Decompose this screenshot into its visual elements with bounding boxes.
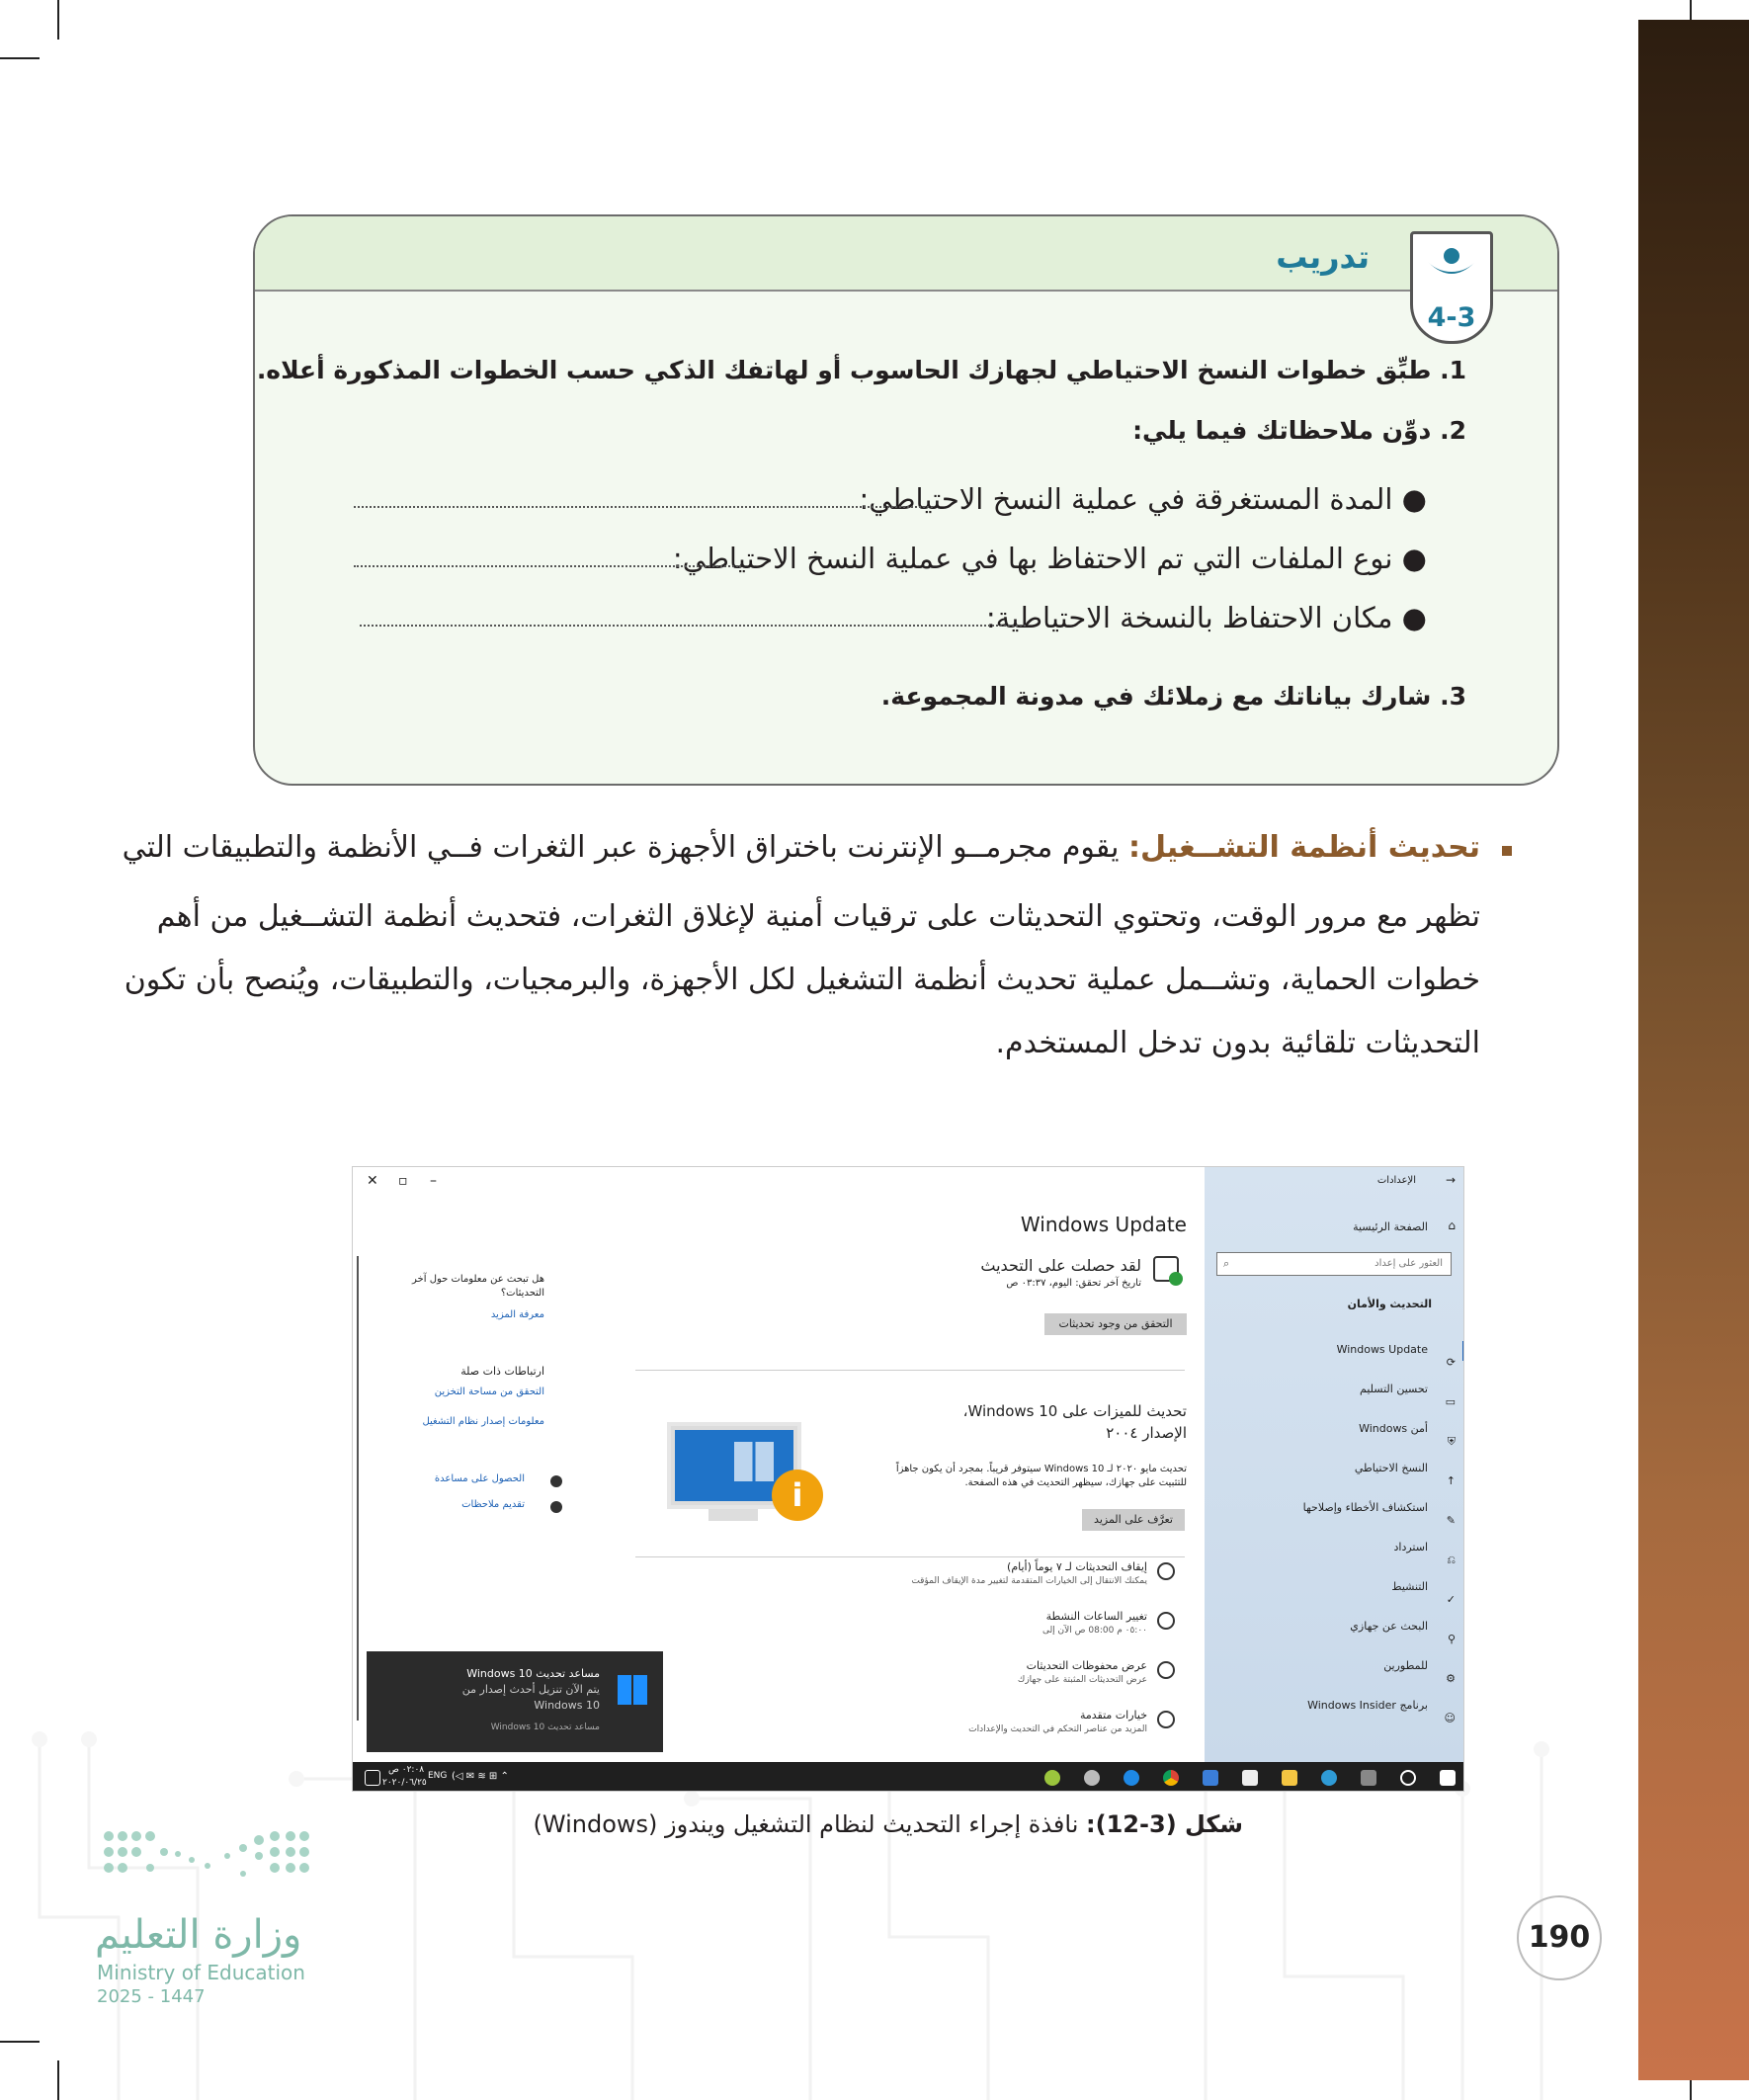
step-number: 2. bbox=[1440, 416, 1466, 445]
step-number: 3. bbox=[1440, 682, 1466, 711]
windows-logo-icon bbox=[618, 1675, 647, 1705]
step-text: طبِّق خطوات النسخ الاحتياطي لجهازك الحاسوب أو لهاتفك الذكي حسب الخطوات المذكورة أعلاه. bbox=[256, 356, 1432, 384]
sidebar-item-developers[interactable]: للمطورين bbox=[1383, 1659, 1428, 1672]
home-icon[interactable]: ⌂ bbox=[1448, 1218, 1456, 1232]
feature-update-title: تحديث للميزات على Windows 10، bbox=[962, 1402, 1187, 1420]
person-icon bbox=[1424, 242, 1479, 292]
section-heading: التحديث والأمان bbox=[1347, 1298, 1432, 1310]
content-divider bbox=[357, 1256, 359, 1721]
paragraph-bullet bbox=[1502, 846, 1512, 856]
toast-title: مساعد تحديث Windows 10 bbox=[466, 1667, 600, 1680]
store-icon[interactable] bbox=[1242, 1770, 1258, 1786]
sidebar-item-insider[interactable]: برنامج Windows Insider bbox=[1307, 1699, 1428, 1712]
toast-line: Windows 10 bbox=[534, 1699, 600, 1712]
related-links-heading: ارتباطات ذات صلة bbox=[460, 1365, 544, 1378]
mail-icon[interactable] bbox=[1203, 1770, 1218, 1786]
start-icon[interactable] bbox=[1440, 1770, 1456, 1786]
maximize-icon[interactable]: ▫ bbox=[398, 1173, 408, 1189]
step-text: دوِّن ملاحظاتك فيما يلي: bbox=[1132, 416, 1432, 445]
bullet-text: نوع الملفات التي تم الاحتفاظ بها في عملية النسخ الاحتياطي: bbox=[672, 542, 1393, 575]
answer-line[interactable] bbox=[360, 625, 1026, 627]
get-help-link[interactable]: الحصول على مساعدة bbox=[434, 1473, 525, 1484]
pause-icon bbox=[1157, 1562, 1175, 1580]
caption-label: شكل (3-12): bbox=[1086, 1810, 1243, 1838]
option-subtitle: عرض التحديثات المثبتة على جهازك bbox=[1017, 1675, 1147, 1685]
sidebar-item-troubleshoot[interactable]: استكشاف الأخطاء وإصلاحها bbox=[1302, 1501, 1428, 1514]
bullet-text: المدة المستغرقة في عملية النسخ الاحتياطي: bbox=[859, 482, 1393, 516]
update-assistant-toast[interactable] bbox=[367, 1651, 663, 1752]
settings-sidebar bbox=[1205, 1167, 1464, 1762]
windows-logo-icon bbox=[734, 1442, 774, 1481]
step-number: 1. bbox=[1440, 356, 1466, 384]
feedback-link[interactable]: تقديم ملاحظات bbox=[461, 1499, 525, 1510]
note-bullet: ● مكان الاحتفاظ بالنسخة الاحتياطية: bbox=[985, 601, 1427, 634]
folder-icon[interactable] bbox=[1282, 1770, 1297, 1786]
back-arrow-icon[interactable]: → bbox=[1445, 1173, 1456, 1187]
sidebar-item-backup[interactable]: النسخ الاحتياطي bbox=[1354, 1462, 1428, 1474]
answer-line[interactable] bbox=[354, 506, 933, 508]
exercise-step bbox=[257, 356, 1466, 384]
section-divider bbox=[635, 1370, 1185, 1371]
window-title: Windows Update bbox=[1020, 1213, 1187, 1236]
crop-mark bbox=[0, 57, 40, 59]
windows-update-screenshot bbox=[352, 1166, 1464, 1792]
option-subtitle: يمكنك الانتقال إلى الخيارات المتقدمة لتغيير مدة الإيقاف المؤقت bbox=[911, 1576, 1147, 1586]
taskbar bbox=[353, 1762, 1464, 1792]
close-icon[interactable]: ✕ bbox=[367, 1173, 378, 1189]
help-icon bbox=[550, 1475, 562, 1487]
exercise-badge bbox=[1410, 231, 1493, 344]
toast-footer: مساعد تحديث Windows 10 bbox=[490, 1722, 600, 1732]
ministry-name-english: Ministry of Education bbox=[97, 1961, 305, 1984]
camera-icon[interactable] bbox=[1361, 1770, 1376, 1786]
answer-line[interactable] bbox=[354, 565, 741, 567]
paragraph-line: التحديثات تلقائية بدون تدخل المستخدم. bbox=[995, 1026, 1480, 1060]
check-badge bbox=[1169, 1272, 1183, 1286]
exercise-step bbox=[1132, 416, 1466, 445]
paragraph-text: يقوم مجرمــو الإنترنت باختراق الأجهزة عبر الثغرات فــي الأنظمة والتطبيقات التي bbox=[122, 830, 1120, 865]
language-indicator[interactable]: ENG bbox=[428, 1771, 448, 1781]
feature-update-version: الإصدار ٢٠٠٤ bbox=[1106, 1424, 1187, 1442]
option-title[interactable]: إيقاف التحديثات لـ ٧ يوماً (أيام) bbox=[1007, 1560, 1147, 1573]
aside-question: هل تبحث عن معلومات حول آخر bbox=[412, 1274, 544, 1285]
option-title[interactable]: خيارات متقدمة bbox=[1079, 1709, 1147, 1722]
minimize-icon[interactable]: – bbox=[430, 1173, 437, 1189]
notification-icon[interactable] bbox=[365, 1770, 380, 1786]
note-bullet: ● نوع الملفات التي تم الاحتفاظ بها في عملية النسخ الاحتياطي: bbox=[672, 542, 1427, 575]
search-icon: ⌕ bbox=[1223, 1257, 1230, 1270]
ministry-year: 2025 - 1447 bbox=[97, 1986, 206, 2007]
toast-line: يتم الآن تنزيل أحدث إصدار من bbox=[461, 1683, 600, 1696]
os-info-link[interactable]: معلومات إصدار نظام التشغيل bbox=[422, 1416, 544, 1427]
step-text: شارك بياناتك مع زملائك في مدونة المجموعة. bbox=[880, 682, 1432, 711]
note-bullet: ● المدة المستغرقة في عملية النسخ الاحتياطي: bbox=[859, 482, 1427, 516]
search-placeholder: العثور على إعداد bbox=[1374, 1258, 1443, 1269]
exercise-header bbox=[255, 216, 1557, 292]
exercise-step bbox=[881, 682, 1466, 711]
active-item-indicator bbox=[1462, 1341, 1464, 1361]
crop-mark bbox=[57, 0, 59, 40]
check-updates-button[interactable]: التحقق من وجود تحديثات bbox=[1044, 1313, 1187, 1335]
option-title[interactable]: تغيير الساعات النشطة bbox=[1045, 1610, 1147, 1623]
paragraph-line: خطوات الحماية، وتشــمل عملية تحديث أنظمة التشغيل لكل الأجهزة، والبرمجيات، والتطبيقات، ويُنصح بأن تكون bbox=[124, 963, 1480, 997]
exercise-title: تدريب bbox=[1276, 238, 1370, 276]
side-decorative-band bbox=[1638, 20, 1749, 2080]
option-title[interactable]: عرض محفوظات التحديثات bbox=[1026, 1659, 1147, 1672]
page-number: 190 bbox=[1517, 1895, 1602, 1980]
sidebar-item-security[interactable]: أمن Windows bbox=[1359, 1422, 1428, 1435]
home-item[interactable]: الصفحة الرئيسية bbox=[1353, 1220, 1428, 1233]
edge-icon[interactable] bbox=[1321, 1770, 1337, 1786]
feature-update-description: للتثبيت على جهازك، سيظهر التحديث في هذه الصفحة. bbox=[964, 1477, 1187, 1488]
paragraph-line bbox=[122, 830, 1480, 865]
search-icon[interactable] bbox=[1400, 1770, 1416, 1786]
section-divider bbox=[635, 1556, 1185, 1557]
settings-icon[interactable] bbox=[1084, 1770, 1100, 1786]
clock-time[interactable]: ٠٢:٠٨ ص bbox=[388, 1765, 425, 1775]
monitor-stand bbox=[708, 1509, 758, 1521]
sidebar-item-delivery[interactable]: تحسين التسليم bbox=[1360, 1383, 1428, 1395]
ministry-name-arabic: وزارة التعليم bbox=[95, 1912, 302, 1958]
browser-icon[interactable] bbox=[1124, 1770, 1139, 1786]
app-icon[interactable] bbox=[1044, 1770, 1060, 1786]
exercise-number: 4-3 bbox=[1427, 302, 1476, 333]
chrome-icon[interactable] bbox=[1163, 1770, 1179, 1786]
status-subtitle: تاريخ آخر تحقق: اليوم، ٠٣:٣٧ ص bbox=[1006, 1278, 1141, 1289]
sidebar-item-windows-update[interactable]: Windows Update bbox=[1336, 1343, 1428, 1356]
figure-caption bbox=[534, 1810, 1244, 1838]
aside-question: التحديثات؟ bbox=[500, 1288, 544, 1299]
clock-date[interactable]: ٢٠٢٠/٠٦/٢٥ bbox=[382, 1778, 427, 1788]
feature-update-description: تحديث مايو ٢٠٢٠ لـ Windows 10 سيتوفر قريباً. بمجرد أن يكون جاهزاً bbox=[895, 1464, 1187, 1474]
learn-more-link[interactable]: معرفة المزيد bbox=[490, 1309, 544, 1320]
history-icon bbox=[1157, 1661, 1175, 1679]
settings-label: الإعدادات bbox=[1376, 1175, 1416, 1186]
sidebar-item-find-device[interactable]: البحث عن جهازي bbox=[1350, 1620, 1428, 1633]
sidebar-item-activation[interactable]: التنشيط bbox=[1391, 1580, 1428, 1593]
system-tray: ⌃ ⊞ ≋ ✉ ◁) bbox=[452, 1771, 509, 1782]
option-subtitle: المزيد من عناصر التحكم في التحديث والإعدادات bbox=[968, 1724, 1147, 1734]
paragraph-line: تظهر مع مرور الوقت، وتحتوي التحديثات على ترقيات أمنية لإغلاق الثغرات، فتحديث أنظمة التشــغيل من أهم bbox=[156, 899, 1480, 934]
feedback-icon bbox=[550, 1501, 562, 1513]
option-subtitle: ٠٥:٠٠ م 08:00 ص الآن إلى bbox=[1041, 1626, 1147, 1636]
status-title: لقد حصلت على التحديث bbox=[980, 1256, 1141, 1275]
learn-more-button[interactable]: تعرَّف على المزيد bbox=[1082, 1509, 1185, 1531]
ministry-logo-dots bbox=[99, 1826, 311, 1886]
refresh-status-icon bbox=[1153, 1256, 1179, 1282]
caption-text: نافذة إجراء التحديث لنظام التشغيل ويندوز (Windows) bbox=[533, 1810, 1079, 1838]
clock-icon bbox=[1157, 1612, 1175, 1630]
paragraph-lead: تحديث أنظمة التشــغيل: bbox=[1128, 830, 1480, 865]
bullet-text: مكان الاحتفاظ بالنسخة الاحتياطية: bbox=[985, 601, 1393, 634]
storage-link[interactable]: التحقق من مساحة التخزين bbox=[434, 1386, 544, 1397]
sidebar-icon-column: ⟳ ▭ ⛨ ↑ ✎ ⎌ ✓ ⚲ ⚙ ☺ bbox=[1444, 1356, 1456, 1724]
settings-search-input[interactable] bbox=[1216, 1252, 1452, 1276]
info-icon: i bbox=[772, 1470, 823, 1521]
sidebar-item-recovery[interactable]: استرداد bbox=[1393, 1541, 1428, 1554]
advanced-options-icon bbox=[1157, 1711, 1175, 1728]
